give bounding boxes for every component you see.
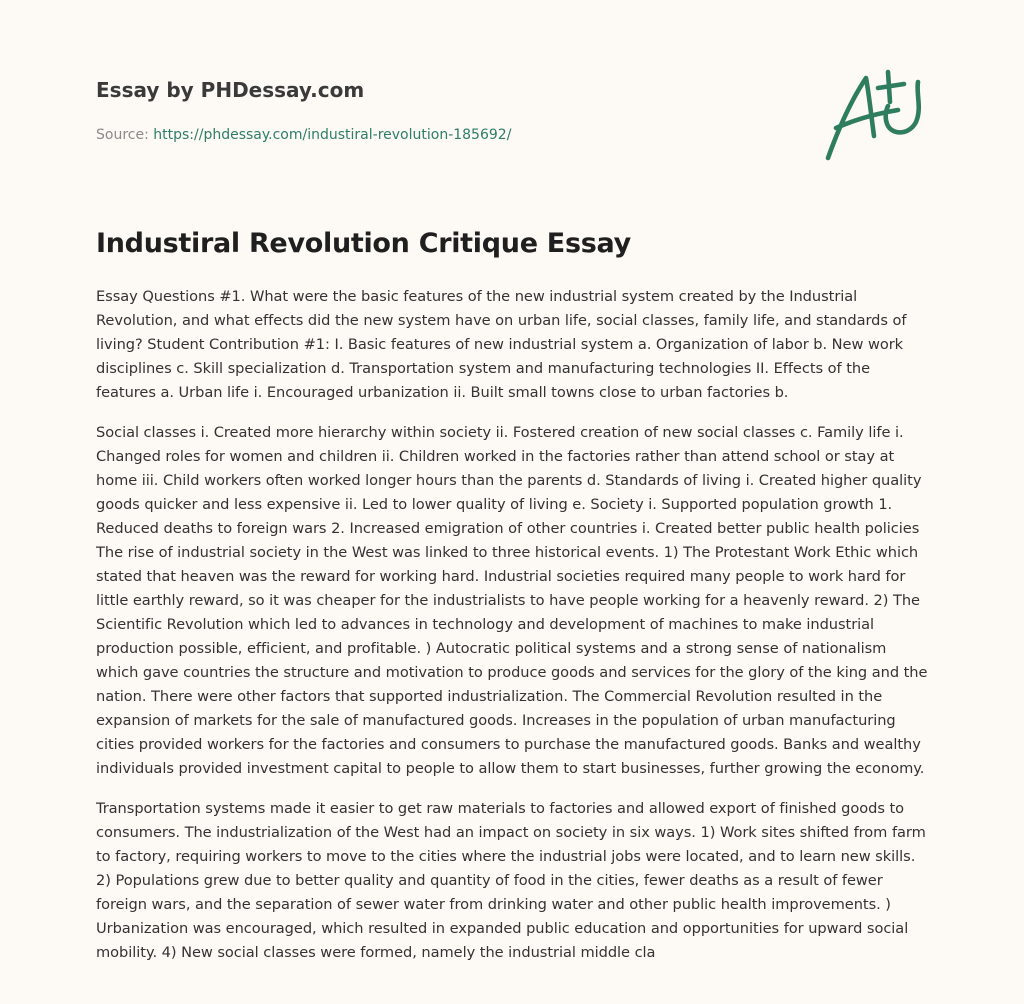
a-plus-grade-logo-icon — [822, 68, 930, 164]
essay-paragraph: Social classes i. Created more hierarchy within society ii. Fostered creation of new social classes c. Family life i. Changed roles for women and children ii. Children worked in the factories rather than attend school or stay at home iii. Child workers often worked longer hours than the parents d. Standards of living i. Created higher quality goods quicker and less expensive ii. Led to lower quality of living e. Society i. Supported population growth 1. Reduced deaths to foreign wars 2. Increased emigration of other countries i. Created better public health policies The rise of industrial society in the West was linked to three historical events. 1) The Protestant Work Ethic which stated that heaven was the reward for working hard. Industrial societies required many people to work hard for little earthly reward, so it was cheaper for the industrialists to have people working for a heavenly reward. 2) The Scientific Revolution which led to advances in technology and development of machines to make industrial production possible, efficient, and profitable. ) Autocratic political systems and a strong sense of nationalism which gave countries the structure and motivation to produce goods and services for the glory of the king and the nation. There were other factors that supported industrialization. The Commercial Revolution resulted in the expansion of markets for the sale of manufactured goods. Increases in the population of urban manufacturing cities provided workers for the factories and consumers to purchase the manufactured goods. Banks and wealthy individuals provided investment capital to people to allow them to start businesses, further growing the economy. — [96, 424, 928, 777]
essay-paragraph: Essay Questions #1. What were the basic features of the new industrial system created by the Industrial Revolution, and what effects did the new system have on urban life, social classes, family life, and standards of living? Student Contribution #1: I. Basic features of new industrial system a. Organization of labor b. New work disciplines c. Skill specialization d. Transportation system and manufacturing technologies II. Effects of the features a. Urban life i. Encouraged urbanization ii. Built small towns close to urban factories b. — [96, 288, 907, 401]
essay-paragraph: Transportation systems made it easier to get raw materials to factories and allowed export of finished goods to consumers. The industrialization of the West had an impact on society in six ways. 1) Work sites shifted from farm to factory, requiring workers to move to the cities where the industrial jobs were located, and to learn new skills. 2) Populations grew due to better quality and quantity of food in the cities, fewer deaths as a result of fewer foreign wars, and the separation of sewer water from drinking water and other public health improvements. ) Urbanization was encouraged, which resulted in expanded public education and opportunities for upward social mobility. 4) New social classes were formed, namely the industrial middle cla — [96, 800, 926, 961]
essay-body — [96, 285, 932, 981]
source-line — [96, 125, 796, 145]
page-title: Industiral Revolution Critique Essay — [96, 228, 631, 259]
source-label: Source: — [96, 127, 149, 143]
source-link[interactable]: https://phdessay.com/industiral-revolution-185692/ — [153, 127, 512, 143]
essay-header — [96, 76, 796, 145]
site-title: Essay by PHDessay.com — [96, 78, 365, 102]
